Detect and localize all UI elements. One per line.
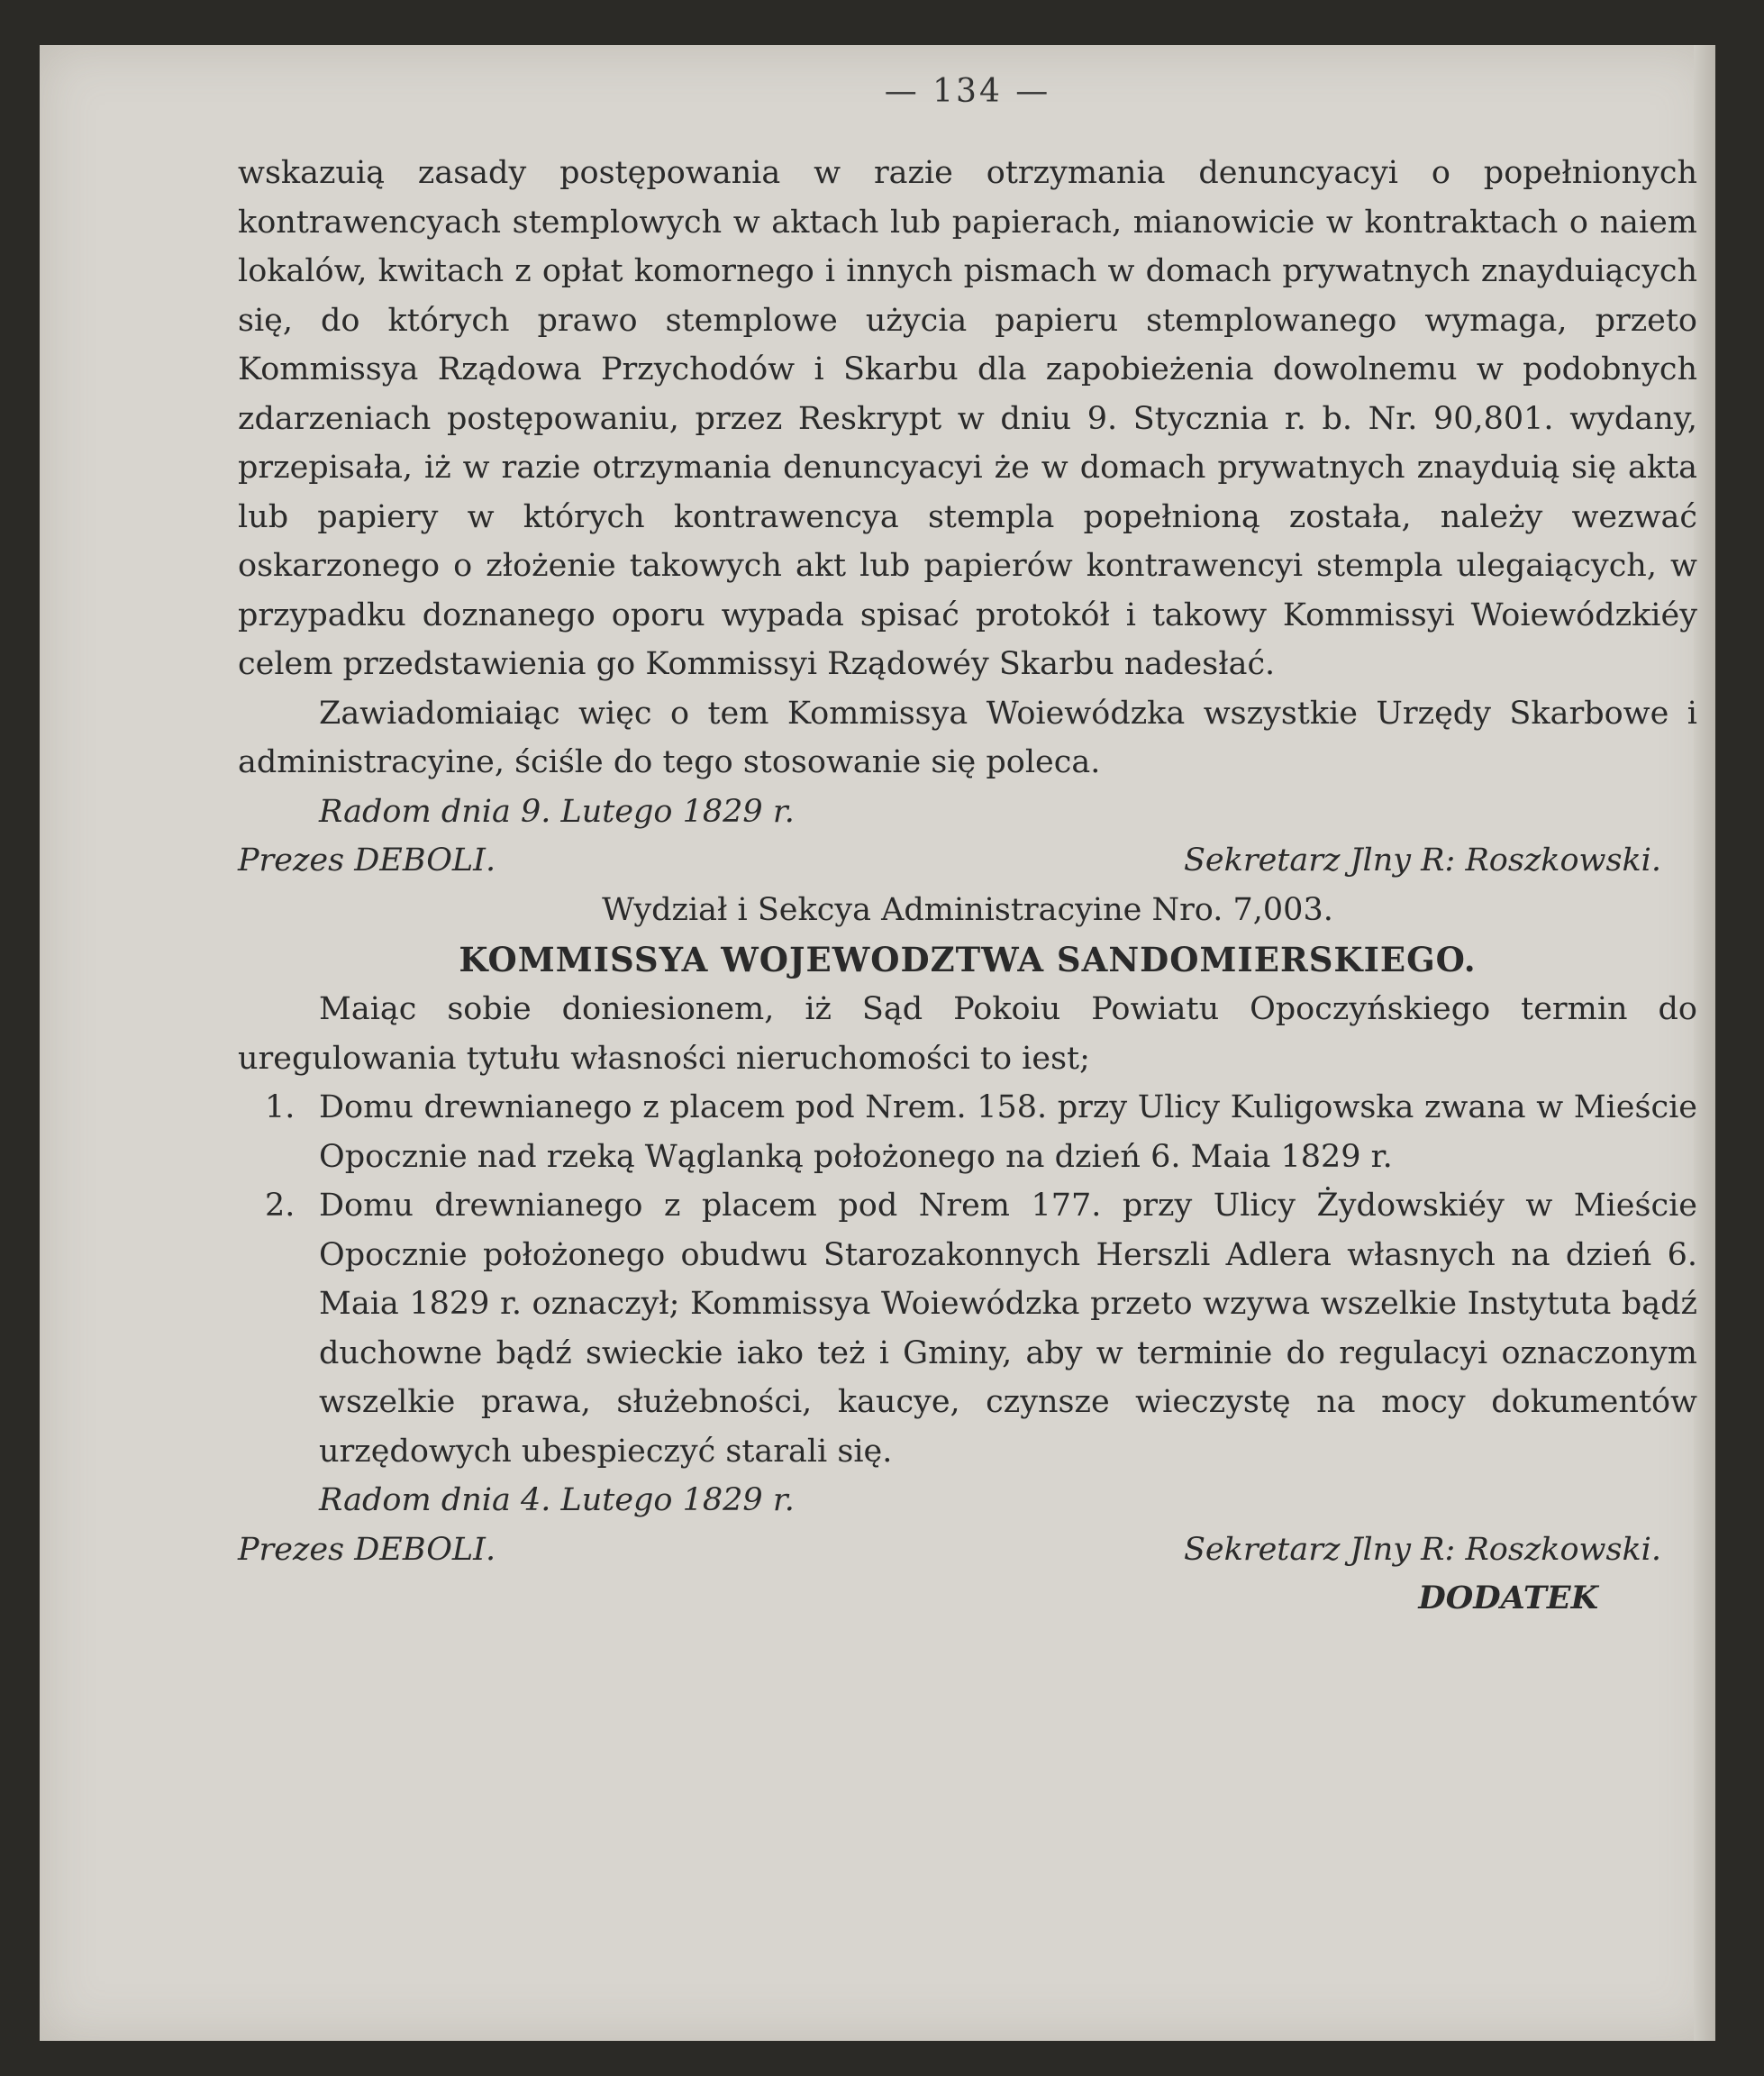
body-text (238, 149, 1697, 1624)
secretary-signature: Sekretarz Jlny R: Roszkowski. (1183, 1531, 1661, 1568)
signature-line-1 (238, 836, 1697, 886)
list-item-number: 1. (265, 1089, 296, 1125)
signature-date: Radom dnia 9. Lutego 1829 r. (319, 793, 795, 830)
signature-date: Radom dnia 4. Lutego 1829 r. (319, 1482, 795, 1518)
document-page (40, 45, 1715, 2041)
division-line: Wydział i Sekcya Administracyine Nro. 7,003. (602, 891, 1333, 928)
signature-date-2 (238, 1476, 1697, 1525)
secretary-signature: Sekretarz Jlny R: Roszkowski. (1183, 842, 1661, 879)
page-number: — 134 — (884, 73, 1051, 110)
paragraph-notice: Zawiadomiaiąc więc o tem Kommissya Woiewódzka wszystkie Urzędy Skarbowe i administracyine, ściśle do tego stosowanie się poleca. (238, 695, 1697, 780)
paragraph-stamp-regulation: wskazuią zasady postępowania w razie otrzymania denuncyacyi o popełnionych kontrawencyach stemplowych w aktach lub papierach, mianowicie w kontraktach o naiem lokalów, kwitach z opłat komornego i innych pismach w domach prywatnych znayduiących się, do których prawo stemplowe użycia papieru stemplowanego wymaga, przeto Kommissya Rządowa Przychodów i Skarbu dla zapobieżenia dowolnemu w podobnych zdarzeniach postępowaniu, przez Reskrypt w dniu 9. Stycznia r. b. Nr. 90,801. wydany, przepisała, iż w razie otrzymania denuncyacyi że w domach prywatnych znayduią się akta lub papiery w których kontrawencya stempla popełnioną została, należy wezwać oskarzonego o złożenie takowych akt lub papierów kontrawencyi stempla ulegaiących, w przypadku doznanego oporu wypada spisać protokół i takowy Kommissyi Woiewódzkiéy celem przedstawienia go Kommissyi Rządowéy Skarbu nadesłać. (238, 155, 1697, 682)
section-heading: KOMMISSYA WOJEWODZTWA SANDOMIERSKIEGO. (459, 940, 1477, 979)
paragraph-intro: Maiąc sobie doniesionem, iż Sąd Pokoiu Powiatu Opoczyńskiego termin do uregulowania tytułu własności nieruchomości to iest; (238, 991, 1697, 1077)
list-item-number: 2. (265, 1188, 296, 1224)
signature-date-1 (238, 788, 1697, 837)
president-signature: Prezes DEBOLI. (238, 1531, 496, 1568)
catchword: DODATEK (1418, 1580, 1598, 1616)
list-item (238, 1083, 1697, 1181)
list-item (238, 1181, 1697, 1476)
list-item-text: Domu drewnianego z placem pod Nrem 177. przy Ulicy Żydowskiéy w Mieście Opocznie położonego obudwu Starozakonnych Herszli Adlera własnych na dzień 6. Maia 1829 r. oznaczył; Kommissya Woiewódzka przeto wzywa wszelkie Instytuta bądź duchowne bądź swieckie iako też i Gminy, aby w terminie do regulacyi oznaczonym wszelkie prawa, służebności, kaucye, czynsze wieczystę na mocy dokumentów urzędowych ubespieczyć starali się. (319, 1188, 1697, 1470)
signature-line-2 (238, 1525, 1697, 1575)
president-signature: Prezes DEBOLI. (238, 842, 496, 879)
list-item-text: Domu drewnianego z placem pod Nrem. 158. przy Ulicy Kuligowska zwana w Mieście Opocznie nad rzeką Wąglanką położonego na dzień 6. Maia 1829 r. (319, 1089, 1697, 1175)
